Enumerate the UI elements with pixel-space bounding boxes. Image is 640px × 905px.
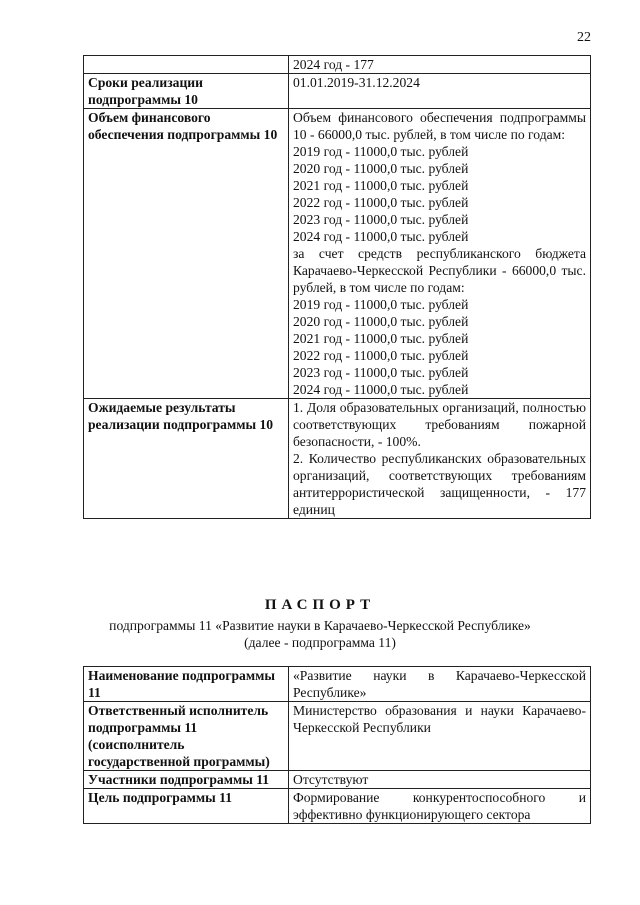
row-value [289,74,591,109]
subtitle-line: (далее - подпрограмма 11) [244,635,396,650]
value-line: Формирование конкурентоспособного и эффективно функционирующего сектора [293,790,586,822]
page-number: 22 [577,30,591,45]
value-line: 2022 год - 11000,0 тыс. рублей [293,348,469,363]
row-label: Объем финансового обеспечения подпрограммы 10 [84,109,289,399]
table-row [84,56,591,74]
row-label: Участники подпрограммы 11 [84,771,289,789]
row-value [289,771,591,789]
value-line: Отсутствуют [293,772,369,787]
value-line: 1. Доля образовательных организаций, полностью соответствующих требованиям пожарной безопасности, - 100%. [293,400,586,449]
value-line: 01.01.2019-31.12.2024 [293,75,420,90]
table-row [84,667,591,702]
value-line: 2019 год - 11000,0 тыс. рублей [293,297,469,312]
value-line: 2024 год - 11000,0 тыс. рублей [293,229,469,244]
table-row [84,109,591,399]
row-value [289,56,591,74]
row-label: Сроки реализации подпрограммы 10 [84,74,289,109]
row-value [289,399,591,519]
row-label [84,56,289,74]
table-row [84,702,591,771]
row-label: Наименование подпрограммы 11 [84,667,289,702]
row-value [289,667,591,702]
row-label: Ответственный исполнитель подпрограммы 11 (соисполнитель государственной программы) [84,702,289,771]
value-line: 2023 год - 11000,0 тыс. рублей [293,212,469,227]
value-line: 2. Количество республиканских образовательных организаций, соответствующих требованиям антитеррористической защищенности, - 177 единиц [293,451,586,517]
subtitle-line: подпрограммы 11 «Развитие науки в Карачаево-Черкесской Республике» [109,618,531,633]
value-line: 2024 год - 177 [293,57,374,72]
table-row [84,74,591,109]
value-line: 2023 год - 11000,0 тыс. рублей [293,365,469,380]
value-line: 2020 год - 11000,0 тыс. рублей [293,161,469,176]
value-line: 2021 год - 11000,0 тыс. рублей [293,178,469,193]
value-line: 2021 год - 11000,0 тыс. рублей [293,331,469,346]
table-row [84,789,591,824]
row-value [289,789,591,824]
section-title: ПАСПОРТ [264,597,376,613]
value-line: 2019 год - 11000,0 тыс. рублей [293,144,469,159]
table-row [84,771,591,789]
row-label: Ожидаемые результаты реализации подпрограммы 10 [84,399,289,519]
passport-table-subprogram-10 [83,55,591,519]
value-line: 2024 год - 11000,0 тыс. рублей [293,382,469,397]
value-line: Министерство образования и науки Карачаево-Черкесской Республики [293,703,586,735]
value-line: за счет средств республиканского бюджета Карачаево-Черкесской Республики - 66000,0 тыс. рублей, в том числе по годам: [293,246,586,295]
row-value [289,109,591,399]
value-line: «Развитие науки в Карачаево-Черкесской Республике» [293,668,586,700]
row-label: Цель подпрограммы 11 [84,789,289,824]
passport-table-subprogram-11 [83,666,591,824]
section-subtitle [0,617,640,651]
value-line: Объем финансового обеспечения подпрограммы 10 - 66000,0 тыс. рублей, в том числе по годам: [293,110,586,142]
row-value [289,702,591,771]
table-row [84,399,591,519]
value-line: 2020 год - 11000,0 тыс. рублей [293,314,469,329]
value-line: 2022 год - 11000,0 тыс. рублей [293,195,469,210]
